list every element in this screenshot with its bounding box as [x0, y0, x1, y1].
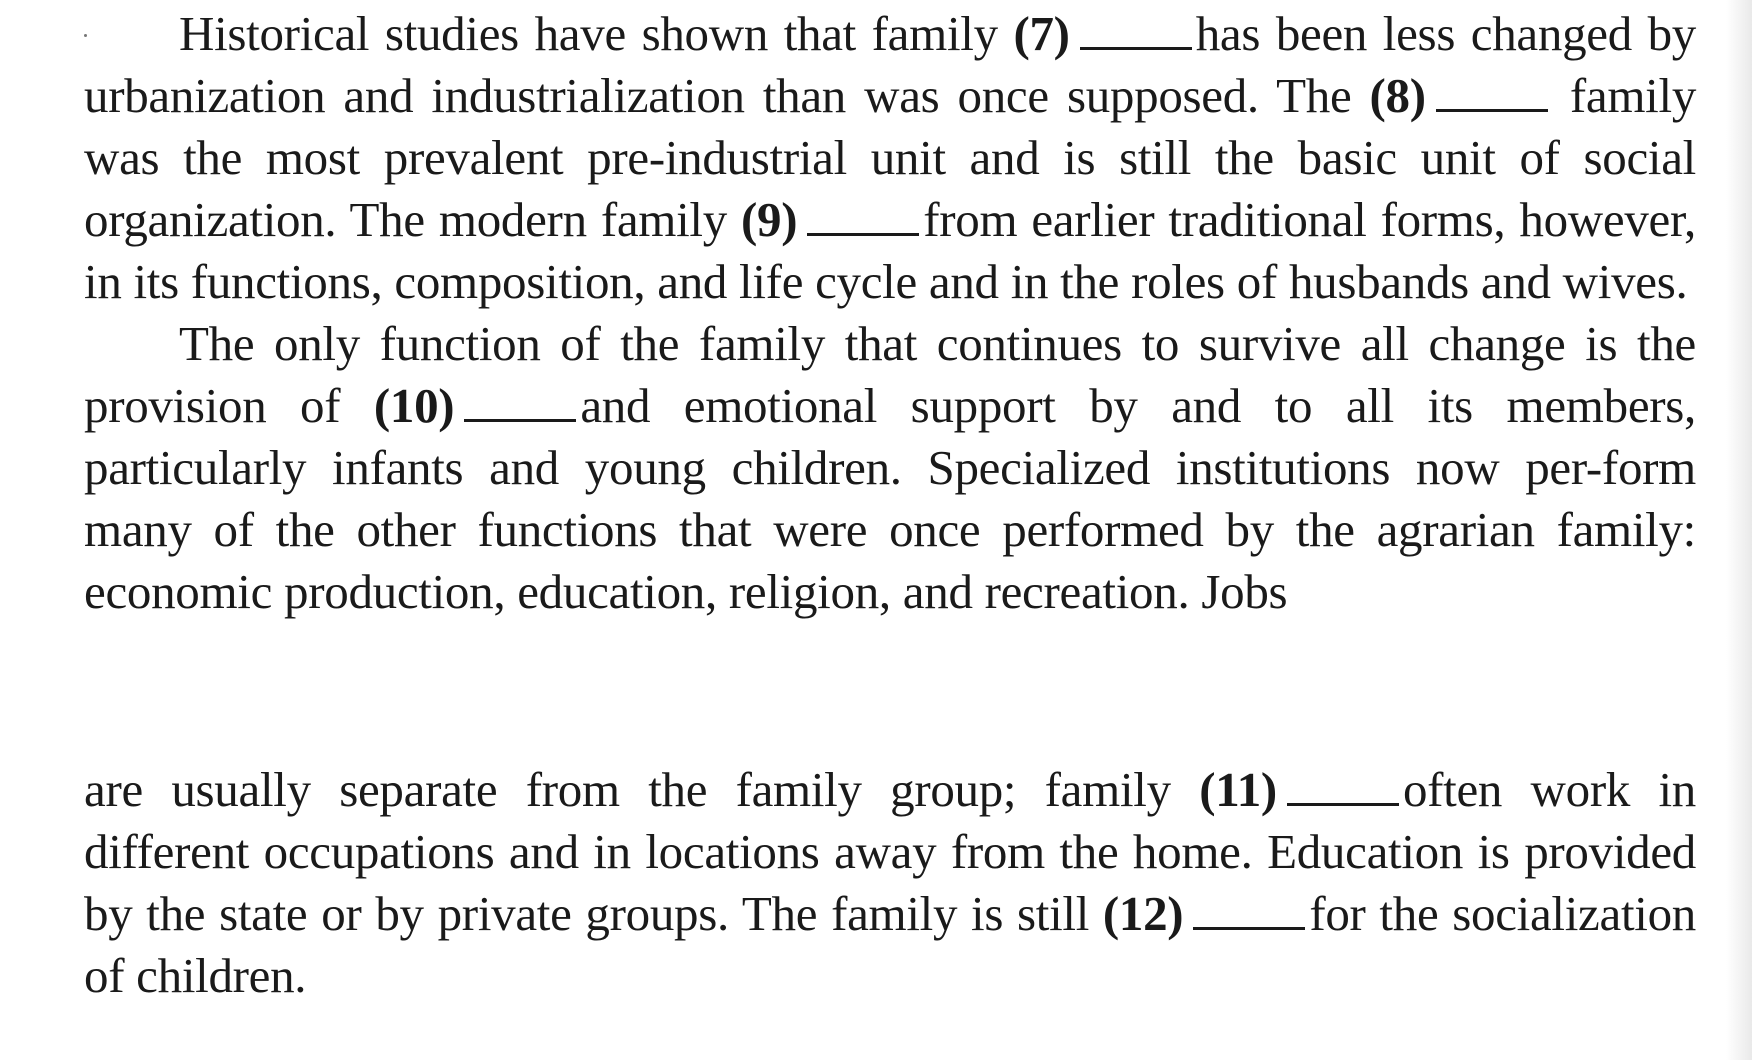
gap-number-9: (9): [741, 192, 798, 247]
p1-text-2: has been less changed by urbanization and industrialization than was once supposed. The: [84, 6, 1696, 123]
p3-text-2: often work in different occupations and in locations away from the home. Education is provided by the state or by private groups. The family is still: [84, 762, 1696, 941]
gap-blank-11: [1287, 765, 1399, 806]
page-edge-shadow: [1726, 0, 1752, 1060]
text-block-top: [84, 3, 1696, 623]
gap-number-7: (7): [1013, 6, 1070, 61]
p1-text-4: from earlier traditional forms, however, in its functions, composition, and life cycle and in the roles of husbands and wives.: [84, 192, 1696, 309]
p3-text-3: for the socialization of children.: [84, 886, 1696, 1003]
p3-text-1: are usually separate from the family group; family: [84, 762, 1171, 817]
paragraph-2: [84, 313, 1696, 623]
gap-blank-8: [1436, 71, 1548, 112]
paragraph-3: [84, 759, 1696, 1007]
gap-number-8: (8): [1369, 68, 1426, 123]
gap-blank-9: [807, 195, 919, 236]
p2-text-1: The only function of the family that continues to survive all change is the provision of: [84, 316, 1696, 433]
gap-number-11: (11): [1199, 762, 1277, 817]
p1-text-3: family was the most prevalent pre-industrial unit and is still the basic unit of social organization. The modern family: [84, 68, 1697, 247]
gap-number-10: (10): [373, 378, 455, 433]
gap-blank-12: [1193, 889, 1305, 930]
gap-blank-10: [464, 381, 576, 422]
paragraph-1: [84, 3, 1696, 313]
gap-blank-7: [1080, 9, 1192, 50]
p1-text-1: Historical studies have shown that family: [179, 6, 998, 61]
p2-text-2: and emotional support by and to all its members, particularly infants and young children. Specialized institutions now per-form many of the other functions that were once performed by the agrarian family: economic production, education, religion, and recreation. Jobs: [84, 378, 1696, 619]
gap-number-12: (12): [1102, 886, 1184, 941]
text-block-bottom: [84, 759, 1696, 1007]
